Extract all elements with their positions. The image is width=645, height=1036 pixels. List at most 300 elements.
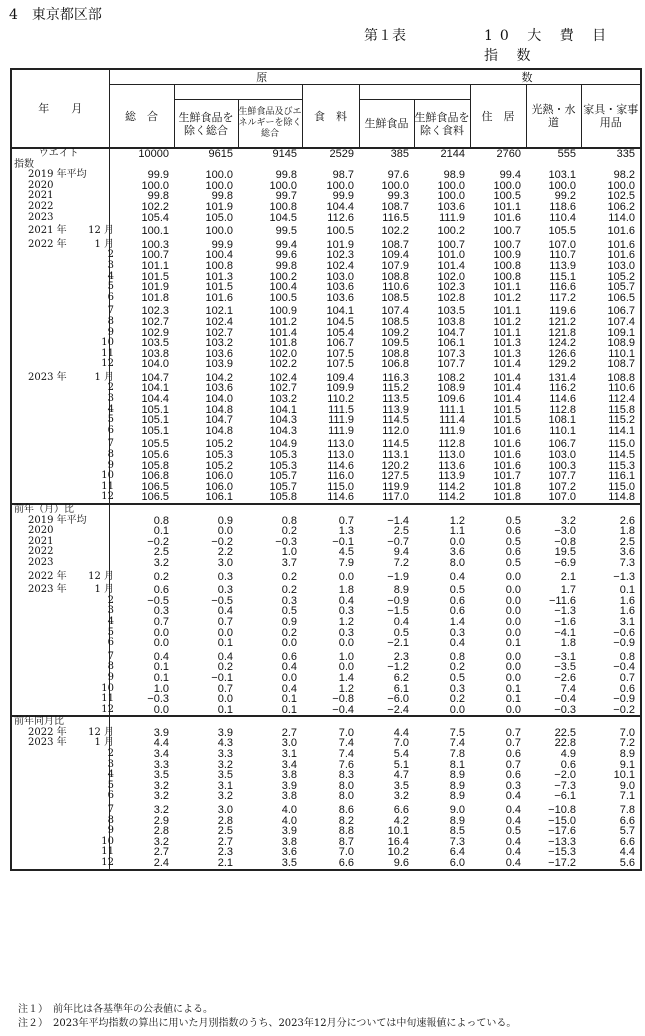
table-title: 10 大 費 目 指 数: [484, 28, 614, 64]
value-cell: 0.3: [217, 570, 233, 583]
value-cell: 103.8: [141, 347, 169, 360]
row-label: [11, 414, 114, 426]
value-cell: 8.0: [449, 556, 466, 569]
value-cell: 104.0: [205, 393, 233, 406]
weight-value: 10000: [138, 148, 169, 160]
value-cell: 99.9: [211, 238, 233, 251]
header-col-fresh-food: 生鮮食品: [359, 100, 414, 148]
value-cell: 3.8: [281, 790, 297, 803]
value-cell: 0.1: [505, 682, 522, 695]
value-cell: 4.7: [393, 769, 410, 782]
value-cell: 105.7: [269, 480, 297, 493]
value-cell: 1.8: [560, 637, 577, 650]
value-cell: −3.5: [554, 661, 577, 674]
value-cell: 99.8: [275, 169, 297, 182]
row-month: 11: [101, 347, 114, 359]
value-cell: 0.6: [505, 525, 522, 538]
value-cell: 105.6: [141, 449, 169, 462]
row-label: [11, 303, 114, 317]
value-cell: 0.0: [505, 584, 522, 597]
value-cell: 103.2: [205, 337, 233, 350]
value-cell: 121.2: [548, 315, 577, 328]
value-cell: 116.3: [382, 371, 410, 384]
value-cell: 3.5: [393, 779, 410, 792]
value-cell: 3.5: [281, 857, 297, 869]
value-cell: 115.0: [608, 480, 636, 493]
section-header-row: [11, 160, 641, 171]
value-cell: 0.5: [505, 556, 522, 569]
value-cell: 113.5: [382, 393, 410, 406]
value-cell: 102.4: [269, 371, 297, 384]
value-cell: 103.8: [437, 315, 466, 328]
value-cell: 106.1: [174, 492, 238, 504]
value-cell: 2.8: [153, 825, 169, 838]
row-label: [11, 223, 114, 237]
value-cell: 100.0: [326, 179, 354, 192]
row-label: [11, 213, 109, 224]
value-cell: 108.8: [381, 270, 410, 283]
value-cell: 0.4: [338, 594, 354, 607]
row-label: [11, 291, 114, 304]
value-cell: 0.2: [217, 661, 233, 674]
row-year: 2019 年平均: [28, 169, 87, 181]
value-cell: 2.6: [619, 514, 636, 527]
value-cell: 0.3: [449, 682, 466, 695]
table-row: [11, 606, 641, 617]
value-cell: 100.0: [205, 179, 233, 192]
value-cell: 2.2: [217, 546, 233, 559]
value-cell: 0.1: [153, 671, 169, 684]
value-cell: 3.3: [217, 748, 233, 761]
value-cell: 111.9: [439, 211, 466, 224]
row-label: [11, 671, 114, 684]
table-row: [11, 638, 641, 649]
value-cell: 0.7: [505, 758, 522, 771]
value-cell: 0.0: [281, 637, 297, 650]
value-cell: 1.0: [153, 682, 169, 695]
value-cell: 113.0: [438, 449, 466, 462]
value-cell: 6.6: [393, 804, 410, 817]
value-cell: 7.8: [619, 804, 636, 817]
table-row: [11, 426, 641, 437]
value-cell: 113.9: [438, 470, 466, 483]
value-cell: −0.8: [332, 693, 354, 706]
value-cell: 8.1: [449, 758, 466, 771]
row-label: [11, 814, 114, 827]
value-cell: 108.7: [381, 200, 410, 213]
table-row: [11, 791, 641, 802]
value-cell: 0.3: [338, 626, 354, 639]
value-cell: 106.7: [548, 438, 577, 451]
value-cell: 7.3: [449, 835, 466, 848]
value-cell: 22.8: [554, 737, 577, 750]
table-row: [11, 293, 641, 304]
table-row: [11, 492, 641, 504]
value-cell: 8.9: [449, 790, 466, 803]
row-year: 2023: [28, 556, 54, 568]
value-cell: 106.5: [141, 480, 169, 493]
section-title: 4 東京都区部: [9, 7, 102, 23]
value-cell: 103.0: [326, 270, 354, 283]
table-row: [11, 450, 641, 461]
value-cell: 0.7: [505, 737, 522, 750]
value-cell: 0.4: [505, 804, 522, 817]
value-cell: 0.0: [281, 671, 297, 684]
value-cell: 0.0: [338, 661, 354, 674]
value-cell: 108.8: [607, 371, 636, 384]
row-label: [11, 637, 114, 649]
row-month: 4: [107, 270, 114, 282]
value-cell: 0.8: [281, 514, 297, 527]
value-cell: 3.5: [153, 769, 169, 782]
value-cell: 102.1: [205, 305, 233, 318]
value-cell: 100.8: [493, 259, 522, 272]
value-cell: 100.1: [141, 225, 169, 238]
row-year: 2019 年平均: [28, 514, 87, 526]
row-month: 1 月: [94, 584, 114, 596]
value-cell: 101.6: [493, 211, 522, 224]
value-cell: 0.4: [505, 846, 522, 859]
empty-cell: [302, 504, 359, 516]
value-cell: 100.5: [326, 225, 354, 238]
value-cell: 109.4: [381, 249, 410, 262]
value-cell: 101.4: [493, 393, 522, 406]
value-cell: 100.7: [493, 225, 522, 238]
row-label: [11, 370, 114, 384]
value-cell: 101.4: [493, 371, 522, 384]
value-cell: −10.8: [548, 804, 577, 817]
value-cell: 0.0: [217, 626, 233, 639]
weight-value: 9145: [272, 148, 297, 160]
value-cell: −4.1: [554, 626, 577, 639]
value-cell: 107.0: [548, 238, 577, 251]
row-year: 2021: [28, 535, 54, 547]
row-month: 12: [101, 358, 114, 370]
value-cell: 3.8: [281, 835, 297, 848]
row-label: [11, 181, 109, 192]
value-cell: 3.2: [153, 779, 169, 792]
weight-value: 385: [390, 148, 410, 160]
value-cell: 113.0: [327, 449, 354, 462]
value-cell: 0.6: [281, 650, 297, 663]
value-cell: 0.2: [449, 693, 466, 706]
value-cell: 7.0: [338, 726, 354, 739]
value-cell: 1.7: [560, 584, 577, 597]
value-cell: −0.9: [387, 594, 410, 607]
row-month: 1 月: [94, 238, 114, 250]
value-cell: 16.4: [387, 835, 410, 848]
weight-value: 2144: [440, 148, 466, 160]
value-cell: 101.6: [607, 249, 636, 262]
value-cell: 106.0: [205, 470, 233, 483]
value-cell: 5.4: [393, 748, 410, 761]
value-cell: 101.8: [141, 291, 169, 304]
value-cell: 99.6: [275, 249, 297, 262]
row-month: 10: [101, 682, 114, 694]
row-month: 4: [107, 615, 114, 627]
table-row: [11, 705, 641, 717]
value-cell: 0.4: [281, 661, 297, 674]
value-cell: 0.5: [505, 535, 522, 548]
row-label: [11, 703, 114, 717]
row-label: [11, 424, 114, 437]
value-cell: 0.3: [281, 594, 297, 607]
empty-cell: [109, 504, 174, 516]
value-cell: −0.5: [147, 594, 169, 607]
value-cell: 3.8: [281, 769, 297, 782]
value-cell: 104.1: [269, 403, 297, 416]
weight-value: 335: [616, 148, 636, 160]
value-cell: 116.6: [549, 281, 577, 294]
value-cell: 3.2: [217, 758, 233, 771]
value-cell: 100.3: [548, 459, 577, 472]
value-cell: 0.5: [281, 605, 297, 618]
value-cell: 98.9: [443, 169, 466, 182]
value-cell: 105.3: [269, 449, 297, 462]
value-cell: 104.5: [326, 315, 354, 328]
value-cell: −1.4: [387, 514, 410, 527]
value-cell: 101.4: [437, 259, 466, 272]
row-label: [11, 605, 114, 617]
value-cell: 108.8: [381, 347, 410, 360]
table-row: [11, 181, 641, 192]
row-label: [11, 459, 114, 472]
value-cell: 99.9: [332, 190, 354, 203]
value-cell: 9.1: [619, 758, 636, 771]
value-cell: 104.5: [269, 211, 297, 224]
notes: [18, 1003, 516, 1031]
value-cell: 105.3: [205, 449, 233, 462]
row-label: [11, 846, 114, 858]
table-header: [11, 69, 641, 148]
value-cell: −0.2: [581, 705, 641, 717]
empty-cell: [526, 504, 581, 516]
value-cell: 101.2: [493, 315, 522, 328]
value-cell: 0.4: [393, 615, 410, 628]
value-cell: 110.4: [549, 211, 577, 224]
value-cell: 102.4: [205, 315, 233, 328]
row-label: [11, 315, 114, 328]
value-cell: 0.5: [449, 584, 466, 597]
note-2: 注２） 2023年平均指数の算出に用いた月別指数のうち、2023年12月分については中旬速報値によっている。: [18, 1018, 517, 1029]
value-cell: 0.0: [505, 605, 522, 618]
value-cell: 2.5: [619, 535, 636, 548]
value-cell: 5.7: [619, 825, 636, 838]
value-cell: 109.4: [326, 371, 354, 384]
value-cell: −0.2: [147, 535, 169, 548]
value-cell: 105.8: [141, 459, 169, 472]
value-cell: 0.0: [505, 650, 522, 663]
value-cell: −1.9: [387, 570, 410, 583]
value-cell: 107.4: [381, 305, 410, 318]
value-cell: 107.9: [381, 259, 410, 272]
row-label: [11, 358, 114, 370]
value-cell: 108.5: [381, 315, 410, 328]
value-cell: 4.9: [560, 748, 577, 761]
value-cell: 106.5: [607, 291, 636, 304]
value-cell: 101.6: [493, 449, 522, 462]
value-cell: 106.0: [205, 480, 233, 493]
value-cell: 0.4: [153, 650, 169, 663]
row-label: [11, 237, 114, 251]
row-month: 8: [107, 315, 114, 327]
value-cell: 0.0: [470, 705, 526, 717]
value-cell: 3.1: [217, 779, 233, 792]
value-cell: 1.3: [338, 525, 354, 538]
table-row: [11, 415, 641, 426]
value-cell: 1.8: [338, 584, 354, 597]
value-cell: 8.6: [338, 804, 354, 817]
table-row: [11, 383, 641, 394]
value-cell: 101.3: [493, 347, 522, 360]
row-month: 2: [107, 748, 114, 760]
row-month: 10: [101, 470, 114, 482]
row-month: 9: [107, 326, 114, 338]
value-cell: 2.7: [153, 846, 169, 859]
value-cell: 101.4: [493, 358, 522, 371]
value-cell: 1.4: [449, 615, 466, 628]
value-cell: 112.6: [327, 211, 354, 224]
value-cell: 5.1: [393, 758, 410, 771]
value-cell: 105.2: [205, 438, 233, 451]
value-cell: 105.0: [205, 211, 233, 224]
value-cell: 109.2: [381, 326, 410, 339]
value-cell: 101.2: [493, 291, 522, 304]
value-cell: 0.2: [281, 525, 297, 538]
value-cell: 0.0: [338, 570, 354, 583]
value-cell: 116.2: [549, 382, 577, 395]
value-cell: 0.4: [449, 570, 466, 583]
row-month: 3: [107, 605, 114, 617]
row-label: [11, 326, 114, 339]
value-cell: 113.9: [549, 259, 577, 272]
value-cell: 111.9: [328, 424, 354, 437]
table-row: [11, 558, 641, 569]
value-cell: 103.0: [607, 259, 636, 272]
value-cell: 0.4: [505, 835, 522, 848]
value-cell: 0.1: [174, 705, 238, 717]
value-cell: 108.7: [607, 358, 636, 371]
value-cell: 101.3: [493, 337, 522, 350]
value-cell: 103.6: [205, 347, 233, 360]
value-cell: 7.6: [338, 758, 354, 771]
value-cell: 103.6: [326, 291, 354, 304]
value-cell: 108.5: [381, 291, 410, 304]
value-cell: 105.2: [205, 459, 233, 472]
table-row: [11, 738, 641, 749]
value-cell: 8.3: [338, 769, 354, 782]
value-cell: 114.5: [608, 449, 636, 462]
value-cell: −0.6: [613, 626, 636, 639]
value-cell: 1.1: [449, 525, 466, 538]
table-row: [11, 617, 641, 628]
value-cell: −2.4: [359, 705, 414, 717]
value-cell: 115.2: [382, 382, 410, 395]
header-subgroup-total: [174, 85, 302, 100]
row-label: [11, 281, 114, 293]
table-row: [11, 858, 641, 870]
value-cell: 7.0: [619, 726, 636, 739]
row-label: [11, 537, 109, 548]
table-row: [11, 237, 641, 251]
row-month: 10: [101, 337, 114, 349]
value-cell: 124.2: [548, 337, 577, 350]
value-cell: 2.5: [217, 825, 233, 838]
row-year: 2023: [28, 211, 54, 223]
row-month: 6: [107, 291, 114, 303]
value-cell: 3.2: [153, 556, 169, 569]
value-cell: 101.7: [493, 470, 522, 483]
value-cell: 0.6: [505, 769, 522, 782]
value-cell: 104.8: [205, 403, 233, 416]
row-month: 4: [107, 403, 114, 415]
value-cell: 105.2: [607, 270, 636, 283]
value-cell: 0.8: [619, 650, 636, 663]
row-label: [11, 449, 114, 461]
header-year-month: 年 月: [11, 69, 109, 148]
row-label: [11, 249, 114, 261]
value-cell: 101.4: [493, 382, 522, 395]
value-cell: 3.4: [281, 758, 297, 771]
header-col-total: 総 合: [109, 85, 174, 149]
value-cell: 99.8: [275, 259, 297, 272]
value-cell: −17.6: [548, 825, 577, 838]
table-row: [11, 359, 641, 370]
row-month: 10: [101, 835, 114, 847]
value-cell: 6.6: [338, 857, 354, 869]
empty-cell: [414, 504, 470, 516]
value-cell: 7.0: [393, 737, 410, 750]
value-cell: 114.2: [438, 480, 466, 493]
value-cell: 101.3: [205, 270, 233, 283]
value-cell: 99.3: [387, 190, 410, 203]
row-month: 9: [107, 825, 114, 837]
weight-label: ウエイト: [11, 148, 109, 160]
value-cell: −1.6: [554, 615, 577, 628]
value-cell: 7.5: [449, 726, 466, 739]
table-row: [11, 569, 641, 583]
value-cell: 100.2: [437, 225, 466, 238]
table-row: [11, 261, 641, 272]
value-cell: 105.8: [238, 492, 302, 504]
value-cell: 105.5: [548, 225, 577, 238]
value-cell: 108.1: [548, 414, 577, 427]
value-cell: 114.5: [382, 438, 410, 451]
value-cell: −3.1: [554, 650, 577, 663]
value-cell: 0.5: [505, 514, 522, 527]
weight-value: 555: [557, 148, 577, 160]
value-cell: 126.6: [548, 347, 577, 360]
value-cell: 101.5: [493, 414, 522, 427]
value-cell: 100.0: [205, 169, 233, 182]
weight-row: [11, 148, 641, 160]
value-cell: 104.2: [205, 371, 233, 384]
row-month: 9: [107, 459, 114, 471]
row-label: [11, 649, 114, 663]
value-cell: 115.1: [549, 270, 577, 283]
row-label: [11, 748, 114, 760]
value-cell: 0.4: [505, 814, 522, 827]
value-cell: 99.4: [275, 238, 297, 251]
value-cell: 101.9: [205, 200, 233, 213]
row-label: [11, 170, 109, 181]
value-cell: 3.4: [153, 748, 169, 761]
value-cell: 103.6: [205, 382, 233, 395]
value-cell: 3.5: [217, 769, 233, 782]
value-cell: 0.3: [338, 605, 354, 618]
value-cell: 0.6: [619, 682, 636, 695]
value-cell: 110.7: [549, 249, 577, 262]
